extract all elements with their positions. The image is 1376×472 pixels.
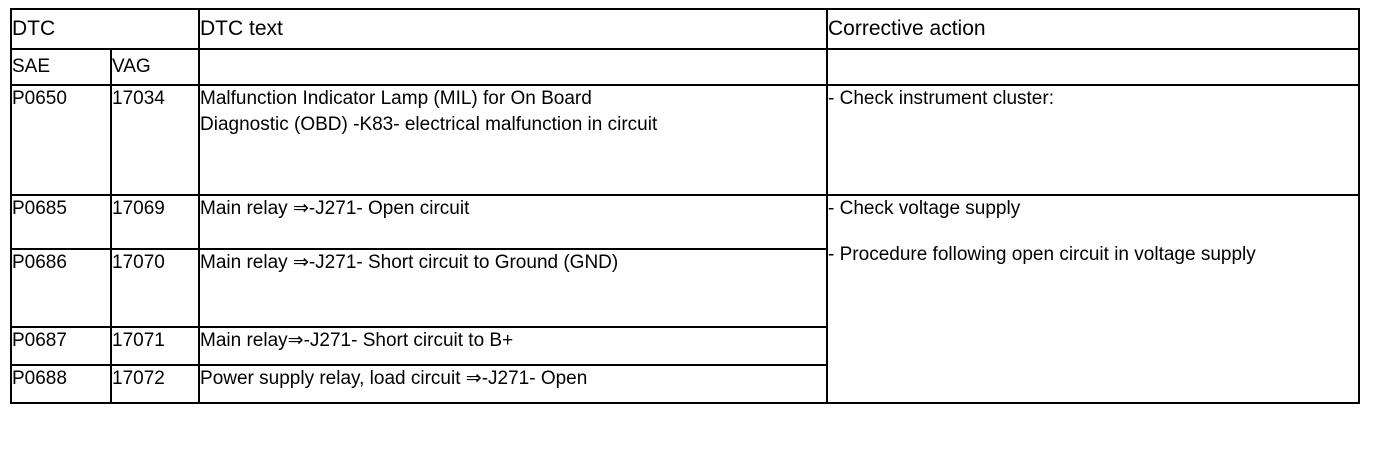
- header-dtc-text-blank: [199, 49, 827, 85]
- cell-sae: P0685: [11, 195, 111, 249]
- cell-corrective-action: [827, 85, 1359, 195]
- dtc-table-document: [0, 8, 1376, 472]
- header-dtc-text: DTC text: [199, 9, 827, 49]
- cell-vag: 17070: [111, 249, 199, 327]
- cell-dtc-text: Main relay ⇒-J271- Open circuit: [199, 195, 827, 249]
- cell-sae: P0686: [11, 249, 111, 327]
- dtc-text-line: Diagnostic (OBD) -K83- electrical malfunction in circuit: [200, 114, 658, 135]
- cell-dtc-text: [199, 85, 827, 195]
- header-dtc-group: DTC: [11, 9, 199, 49]
- header-sae: SAE: [11, 49, 111, 85]
- cell-vag: 17034: [111, 85, 199, 195]
- cell-dtc-text: Main relay ⇒-J271- Short circuit to Ground (GND): [199, 249, 827, 327]
- cell-vag: 17072: [111, 365, 199, 403]
- cell-vag: 17069: [111, 195, 199, 249]
- table-row: [11, 195, 1359, 249]
- cell-dtc-text: Power supply relay, load circuit ⇒-J271- Open: [199, 365, 827, 403]
- header-corrective-action: Corrective action: [827, 9, 1359, 49]
- cell-sae: P0650: [11, 85, 111, 195]
- dtc-text-line: Malfunction Indicator Lamp (MIL) for On Board: [200, 88, 592, 109]
- table-header-row-sub: [11, 49, 1359, 85]
- action-text: - Procedure following open circuit in voltage supply: [828, 244, 1256, 265]
- cell-sae: P0687: [11, 327, 111, 365]
- cell-vag: 17071: [111, 327, 199, 365]
- cell-dtc-text: Main relay⇒-J271- Short circuit to B+: [199, 327, 827, 365]
- header-corrective-action-blank: [827, 49, 1359, 85]
- cell-corrective-action: [827, 195, 1359, 403]
- table-row: [11, 85, 1359, 195]
- table-header-row-main: [11, 9, 1359, 49]
- cell-sae: P0688: [11, 365, 111, 403]
- dtc-table: [10, 8, 1360, 404]
- action-text: - Check voltage supply: [828, 198, 1021, 219]
- header-vag: VAG: [111, 49, 199, 85]
- action-text: - Check instrument cluster:: [828, 88, 1054, 109]
